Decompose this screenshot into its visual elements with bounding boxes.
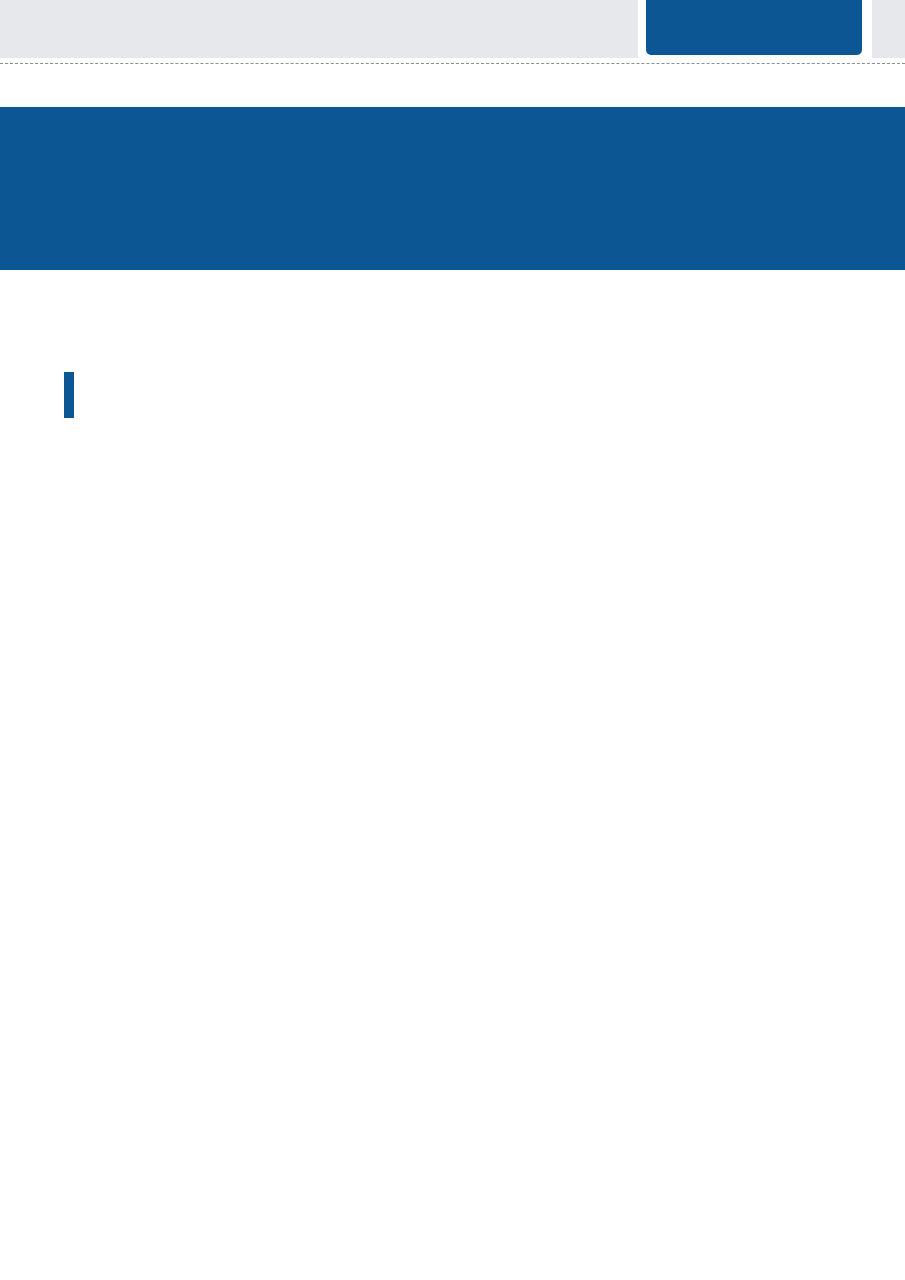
drop-cap-icon [64, 372, 74, 418]
article-column-1 [64, 370, 280, 418]
top-divider [0, 63, 905, 64]
section-tab [646, 0, 862, 55]
news-banner [0, 107, 905, 270]
